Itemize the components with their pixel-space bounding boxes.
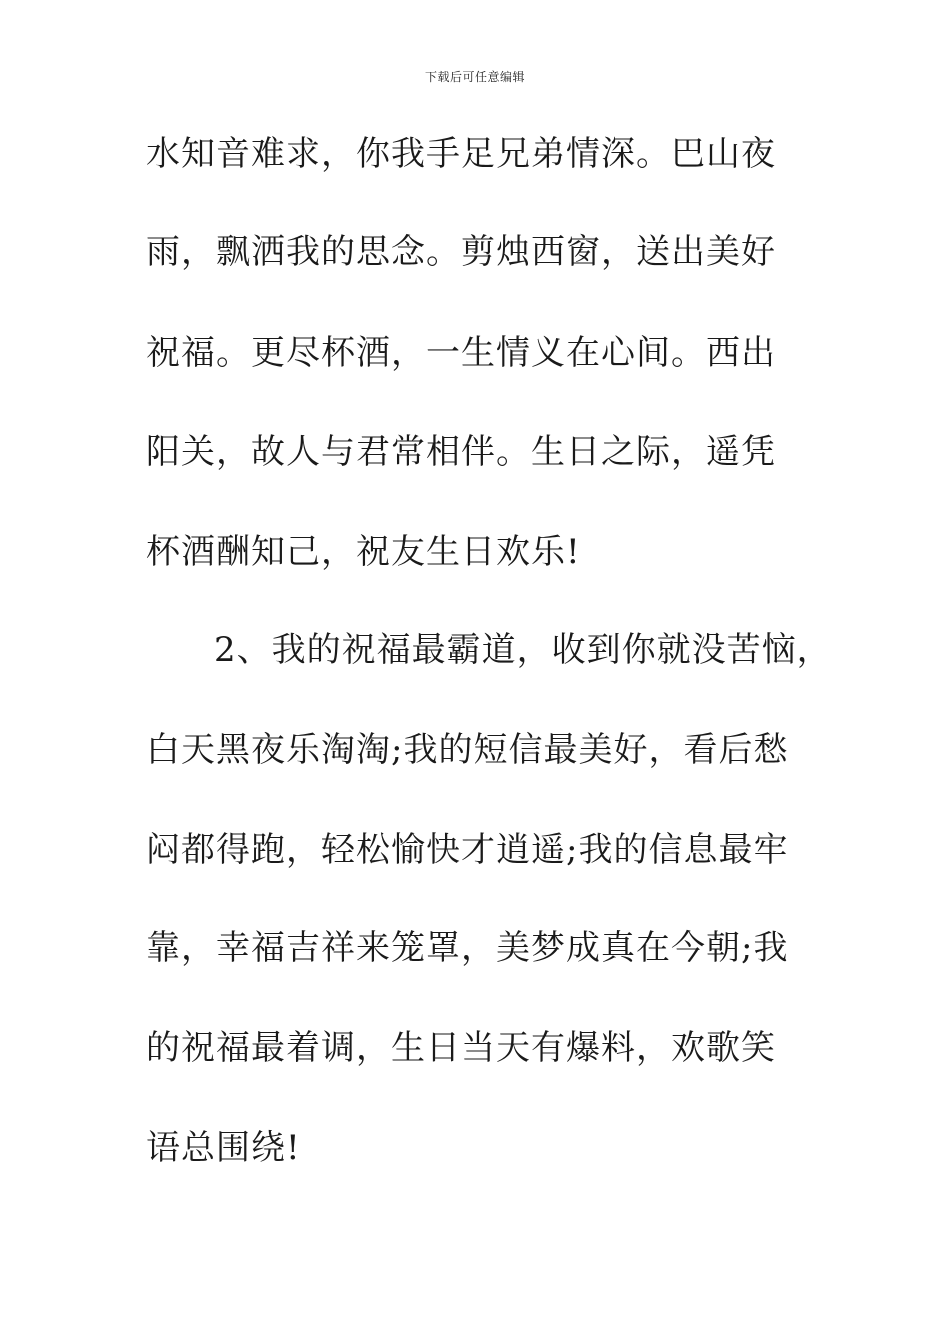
body-line-4: 阳关，故人与君常相伴。生日之际，遥凭 (146, 432, 776, 472)
body-line-3: 祝福。更尽杯酒，一生情义在心间。西出 (146, 333, 776, 373)
page-header: 下载后可任意编辑 (424, 70, 525, 84)
body-line-6: 2、我的祝福最霸道，收到你就没苦恼， (214, 630, 832, 670)
body-line-11: 语总围绕! (146, 1128, 301, 1168)
body-line-7: 白天黑夜乐淘淘;我的短信最美好，看后愁 (146, 730, 789, 770)
body-line-10: 的祝福最着调，生日当天有爆料，欢歌笑 (146, 1028, 776, 1068)
body-line-8: 闷都得跑，轻松愉快才逍遥;我的信息最牢 (146, 830, 789, 870)
body-line-1: 水知音难求，你我手足兄弟情深。巴山夜 (146, 134, 776, 174)
body-line-9: 靠，幸福吉祥来笼罩，美梦成真在今朝;我 (146, 928, 789, 968)
body-line-2: 雨，飘洒我的思念。剪烛西窗，送出美好 (146, 232, 776, 272)
body-line-5: 杯酒酬知己，祝友生日欢乐! (146, 532, 581, 572)
